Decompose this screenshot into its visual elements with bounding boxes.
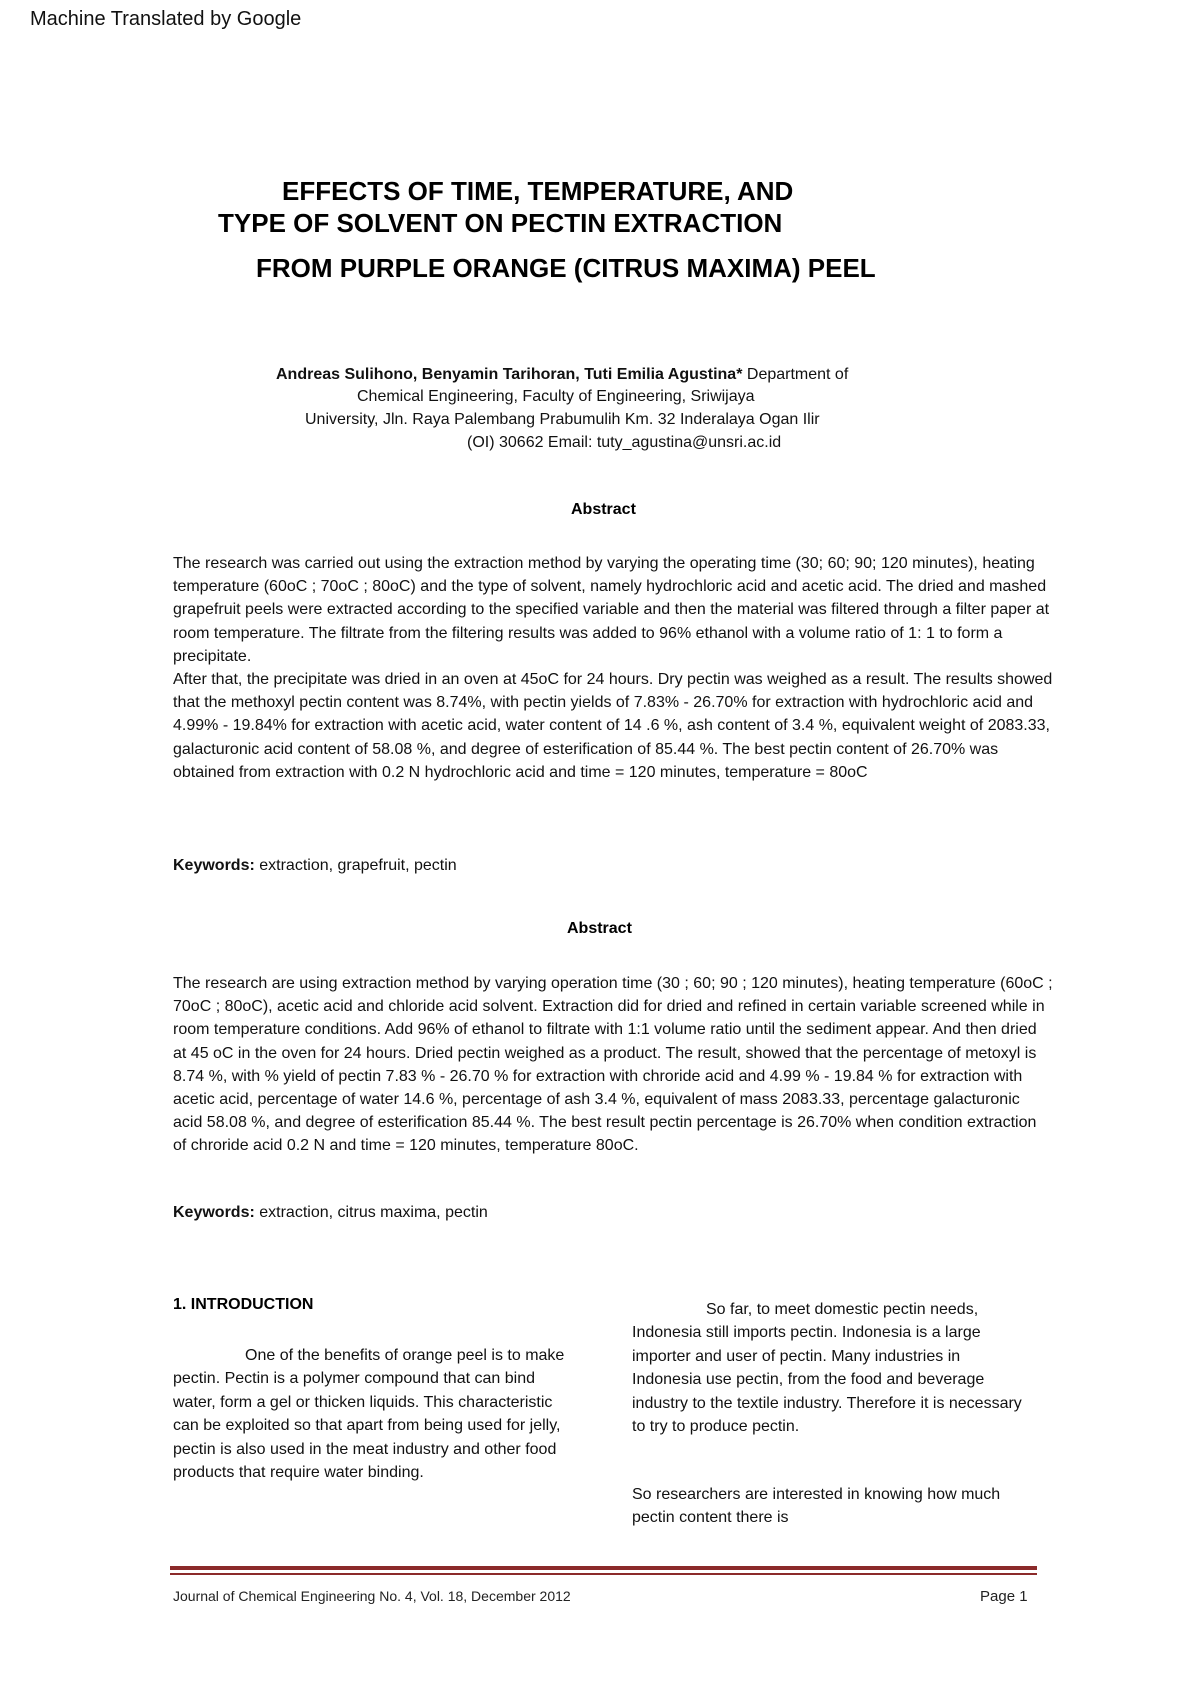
- footer-journal: Journal of Chemical Engineering No. 4, Vol. 18, December 2012: [173, 1588, 571, 1604]
- abstract-original-paragraph: The research are using extraction method by varying operation time (30 ; 60; 90 ; 120 minutes), heating temperature (60oC ; 70oC ; 80oC), acetic acid and chloride acid solvent. Extraction did for dried and refined in certain variable screened while in room temperature conditions. Add 96% of ethanol to filtrate with 1:1 volume ratio until the sediment appear. And then dried at 45 oC in the oven for 24 hours. Dried pectin weighed as a product. The result, showed that the percentage of metoxyl is 8.74 %, with % yield of pectin 7.83 % - 26.70 % for extraction with chroride acid and 4.99 % - 19.84 % for extraction with acetic acid, percentage of water 14.6 %, percentage of ash 3.4 %, equivalent of mass 2083.33, percentage galacturonic acid 58.08 %, and degree of esterification 85.44 %. The best result pectin percentage is 26.70% when condition extraction of chroride acid 0.2 N and time = 120 minutes, temperature 80oC.: [173, 975, 1053, 1155]
- paper-title-line-3: FROM PURPLE ORANGE (CITRUS MAXIMA) PEEL: [256, 253, 876, 283]
- introduction-right-column: [632, 1298, 1032, 1438]
- abstract-paragraph-1: The research was carried out using the extraction method by varying the operating time (30; 60; 90; 120 minutes), heating temperature (60oC ; 70oC ; 80oC) and the type of solvent, namely hydrochloric acid and acetic acid. The dried and mashed grapefruit peels were extracted according to the specified variable and then the material was filtered through a filter paper at room temperature. The filtrate from the filtering results was added to 96% ethanol with a volume ratio of 1: 1 to form a precipitate.: [173, 555, 1050, 665]
- affiliation-department: Department of: [742, 366, 849, 383]
- affiliation-line-2: Chemical Engineering, Faculty of Engineering, Sriwijaya: [357, 388, 755, 405]
- introduction-left-paragraph: One of the benefits of orange peel is to make pectin. Pectin is a polymer compound that can bind water, form a gel or thicken liquids. This characteristic can be exploited so that apart from being used for jelly, pectin is also used in the meat industry and other food products that require water binding.: [173, 1347, 565, 1482]
- footer-rule-thick: [170, 1566, 1037, 1570]
- affiliation-email-line: (OI) 30662 Email: tuty_agustina@unsri.ac.id: [467, 434, 782, 451]
- machine-translation-banner: Machine Translated by Google: [30, 8, 302, 30]
- paper-title-line-1: EFFECTS OF TIME, TEMPERATURE, AND: [282, 176, 794, 206]
- keywords-line-1: [173, 857, 457, 875]
- keywords-label: Keywords:: [173, 857, 255, 874]
- keywords-values: extraction, grapefruit, pectin: [254, 857, 457, 874]
- introduction-right-paragraph-2: So researchers are interested in knowing how much pectin content there is: [632, 1486, 1001, 1527]
- abstract-heading-original: Abstract: [567, 920, 632, 937]
- abstract-paragraph-2: After that, the precipitate was dried in an oven at 45oC for 24 hours. Dry pectin was weighed as a result. The results showed that the methoxyl pectin content was 8.74%, with pectin yields of 7.83% - 26.70% for extraction with hydrochloric acid and 4.99% - 19.84% for extraction with acetic acid, water content of 14 .6 %, ash content of 3.4 %, equivalent weight of 2083.33, galacturonic acid content of 58.08 %, and degree of esterification of 85.44 %. The best pectin content of 26.70% was obtained from extraction with 0.2 N hydrochloric acid and time = 120 minutes, temperature = 80oC: [173, 671, 1053, 781]
- author-names: Andreas Sulihono, Benyamin Tarihoran, Tuti Emilia Agustina*: [276, 366, 743, 383]
- introduction-left-column: [173, 1344, 573, 1484]
- paper-title-line-2: TYPE OF SOLVENT ON PECTIN EXTRACTION: [218, 208, 783, 238]
- keywords-line-2: [173, 1204, 488, 1222]
- footer-rule-thin: [170, 1573, 1037, 1575]
- introduction-heading: 1. INTRODUCTION: [173, 1296, 314, 1313]
- affiliation-line-3: University, Jln. Raya Palembang Prabumulih Km. 32 Inderalaya Ogan Ilir: [305, 411, 820, 428]
- keywords-label: Keywords:: [173, 1204, 255, 1221]
- authors-line-1: [276, 364, 848, 386]
- footer-page-number: Page 1: [980, 1588, 1028, 1605]
- abstract-heading-english: Abstract: [571, 501, 636, 518]
- keywords-values: extraction, citrus maxima, pectin: [254, 1204, 488, 1221]
- introduction-right-paragraph-1: So far, to meet domestic pectin needs, Indonesia still imports pectin. Indonesia is a large importer and user of pectin. Many industries in Indonesia use pectin, from the food and beverage industry to the textile industry. Therefore it is necessary to try to produce pectin.: [632, 1301, 1022, 1436]
